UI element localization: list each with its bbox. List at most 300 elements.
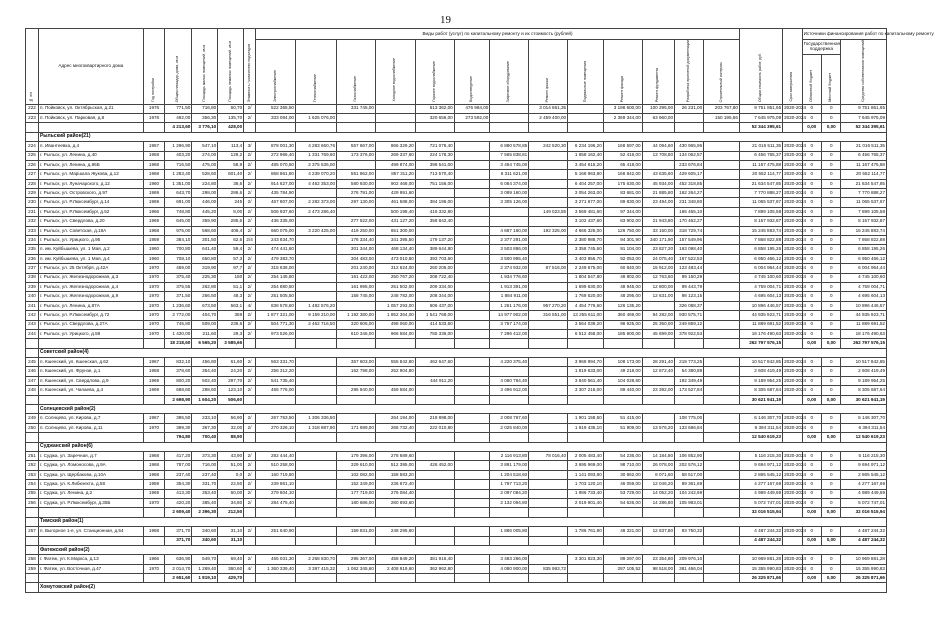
row-floors: 2/ <box>244 358 256 367</box>
row-period: 2020-2024 <box>783 301 802 310</box>
row-work-cost: 499 874,00 <box>375 160 415 169</box>
row-total-area: 832,10 <box>165 358 192 367</box>
total-local-budget: 0,00 <box>822 395 841 404</box>
row-spacer <box>143 433 165 442</box>
row-work-cost: 14 286,80 <box>642 498 674 507</box>
row-year: 1969 <box>143 386 165 395</box>
row-work-cost: 295 367,00 <box>337 555 376 564</box>
total-nonliving-area: 88,90 <box>218 433 244 442</box>
total-owner-funds: 32 016 515,94 <box>841 508 887 517</box>
total-area: 4 213,60 <box>165 123 192 132</box>
work-header: Газоснабжение <box>337 40 376 105</box>
row-regional-budget: 0 <box>802 386 821 395</box>
row-local-budget: 0 <box>822 423 841 432</box>
row-period: 2020-2024 <box>783 527 802 536</box>
row-spacer <box>568 123 604 132</box>
row-living-area: 224,80 <box>192 179 218 188</box>
row-work-cost: 3 271 677,00 <box>568 198 604 207</box>
row-regional-budget: 0 <box>802 104 821 113</box>
row-total-area: 413,30 <box>165 489 192 498</box>
row-work-cost: 224 178,30 <box>415 151 454 160</box>
row-work-cost: 1 541 768,00 <box>415 311 454 320</box>
row-work-cost <box>295 264 336 273</box>
row-work-cost: 89 361,69 <box>675 480 704 489</box>
row-nonliving-area: 113,4 <box>218 142 244 151</box>
row-period: 2020-2024 <box>783 414 802 423</box>
table-row <box>26 564 887 573</box>
row-work-cost: 248 295,60 <box>375 527 415 536</box>
row-work-cost: 610 346,00 <box>337 329 376 338</box>
row-work-cost: 1 625 076,00 <box>295 113 336 122</box>
row-work-cost: 222 010,80 <box>415 423 454 432</box>
row-work-cost: 551 862,00 <box>337 170 376 179</box>
row-living-area: 340,60 <box>192 527 218 536</box>
row-nonliving-area: 123,10 <box>218 386 244 395</box>
row-year: 1969 <box>143 489 165 498</box>
row-number: 227 <box>26 170 39 179</box>
row-nonliving-area: 59,4 <box>218 245 244 254</box>
row-address: г. Рыльск, ул. 25 Октября, д.42А <box>38 264 143 273</box>
row-work-cost: 2 282 373,00 <box>295 198 336 207</box>
row-work-cost <box>454 498 490 507</box>
row-work-cost: 4 454 776,60 <box>568 301 604 310</box>
row-work-cost: 48 802,00 <box>603 273 642 282</box>
row-year: 1957 <box>143 142 165 151</box>
row-spacer <box>490 574 529 583</box>
total-cost: 32 016 515,94 <box>739 508 782 517</box>
row-work-cost <box>642 376 674 385</box>
row-work-cost <box>704 376 740 385</box>
row-spacer <box>38 433 143 442</box>
row-address: п. Кшенский, ул. Фрунзе, д.1 <box>38 367 143 376</box>
row-nonliving-area: 129,2 <box>218 151 244 160</box>
row-regional-budget: 0 <box>802 189 821 198</box>
col-living-area: Площадь жилых помещений, кв.м <box>192 29 218 105</box>
row-work-cost <box>704 198 740 207</box>
row-spacer <box>295 536 336 545</box>
row-address: п. Кшенский, ул. Свердлова, д.9 <box>38 376 143 385</box>
total-area: 794,80 <box>165 433 192 442</box>
row-total-cost: 5 116 215,30 <box>739 452 782 461</box>
row-work-cost <box>295 527 336 536</box>
row-spacer <box>256 536 296 545</box>
row-number: 238 <box>26 273 39 282</box>
total-cost: 30 621 941,19 <box>739 395 782 404</box>
row-work-cost: 312 624,00 <box>375 264 415 273</box>
table-row <box>26 423 887 432</box>
row-work-cost: 902 468,00 <box>375 179 415 188</box>
row-work-cost <box>454 452 490 461</box>
row-work-cost: 1 852 364,00 <box>375 311 415 320</box>
row-work-cost <box>454 273 490 282</box>
row-total-cost: 7 770 888,27 <box>739 189 782 198</box>
row-work-cost <box>295 273 336 282</box>
row-work-cost <box>454 311 490 320</box>
row-work-cost: 419 250,00 <box>337 226 376 235</box>
row-local-budget: 0 <box>822 254 841 263</box>
row-year: 1958 <box>143 367 165 376</box>
row-period: 2020-2024 <box>783 170 802 179</box>
row-work-cost <box>454 555 490 564</box>
row-total-cost: 4 759 004,71 <box>739 282 782 291</box>
row-floors: 2/ <box>244 329 256 338</box>
row-work-cost <box>704 264 740 273</box>
row-work-cost: 384 196,00 <box>415 198 454 207</box>
table-row <box>26 226 887 235</box>
row-work-cost <box>704 160 740 169</box>
row-work-cost <box>454 320 490 329</box>
row-work-cost: 179 396,00 <box>337 452 376 461</box>
row-nonliving-area: 60,00 <box>218 489 244 498</box>
row-spacer <box>568 536 604 545</box>
row-work-cost: 1 482 576,20 <box>295 301 336 310</box>
row-period: 2020-2024 <box>783 273 802 282</box>
row-local-budget: 0 <box>822 160 841 169</box>
row-spacer <box>675 123 704 132</box>
row-floors: 4/ <box>244 301 256 310</box>
row-work-cost: 4 666 325,00 <box>568 226 604 235</box>
row-work-cost: 99 150,29 <box>675 273 704 282</box>
row-spacer <box>603 536 642 545</box>
row-regional-budget: 0 <box>802 358 821 367</box>
row-work-cost: 89 440,00 <box>603 386 642 395</box>
row-work-cost <box>490 104 529 113</box>
row-work-cost: 468 134,40 <box>375 245 415 254</box>
total-cost: 52 344 395,61 <box>739 123 782 132</box>
row-work-cost: 580 930,00 <box>337 179 376 188</box>
row-work-cost: 23 354,80 <box>642 555 674 564</box>
row-spacer <box>256 508 296 517</box>
total-living-area: 700,40 <box>192 433 218 442</box>
row-work-cost <box>529 282 568 291</box>
row-work-cost: 3 891 179,00 <box>490 461 529 470</box>
row-number: 258 <box>26 555 39 564</box>
region-header-row <box>26 442 887 451</box>
row-work-cost <box>704 236 740 245</box>
row-work-cost: 108 173,00 <box>603 358 642 367</box>
row-spacer <box>375 433 415 442</box>
row-period: 2020-2024 <box>783 151 802 160</box>
row-spacer <box>295 123 336 132</box>
row-work-cost <box>529 367 568 376</box>
row-spacer <box>244 433 256 442</box>
row-spacer <box>568 574 604 583</box>
row-total-area: 745,80 <box>165 320 192 329</box>
row-work-cost: 358 842,40 <box>415 217 454 226</box>
row-year: 1970 <box>143 564 165 573</box>
row-regional-budget: 0 <box>802 198 821 207</box>
row-work-cost: 398 541,00 <box>415 160 454 169</box>
total-living-area: 3 776,10 <box>192 123 218 132</box>
row-work-cost <box>490 207 529 216</box>
row-work-cost: 233 676,84 <box>675 160 704 169</box>
row-total-area: 708,10 <box>165 254 192 263</box>
row-year: 1959 <box>143 480 165 489</box>
row-work-cost <box>454 301 490 310</box>
row-work-cost: 14 977 902,00 <box>490 311 529 320</box>
page-number: 19 <box>440 14 451 26</box>
row-work-cost <box>295 461 336 470</box>
row-period: 2020-2024 <box>783 555 802 564</box>
row-total-cost: 21 634 547,85 <box>739 179 782 188</box>
row-spacer <box>490 508 529 517</box>
row-total-cost: 8 305 687,64 <box>739 386 782 395</box>
row-regional-budget: 0 <box>802 367 821 376</box>
row-work-cost <box>704 151 740 160</box>
row-address: п. Пойковск, ул. Октябрьская, д.21 <box>38 104 143 113</box>
row-address: г. Рыльск, ул. Р.Люксембург, д.52 <box>38 207 143 216</box>
row-spacer <box>26 574 39 583</box>
row-work-cost <box>704 414 740 423</box>
row-work-cost: 231 348,80 <box>675 198 704 207</box>
row-work-cost <box>529 245 568 254</box>
row-work-cost: 33 150,00 <box>642 226 674 235</box>
row-year: 1960 <box>143 245 165 254</box>
total-regional-budget: 0,00 <box>802 508 821 517</box>
row-work-cost: 45 699,00 <box>642 329 674 338</box>
row-work-cost <box>454 160 490 169</box>
row-spacer <box>26 339 39 348</box>
row-work-cost <box>529 414 568 423</box>
row-number: 237 <box>26 264 39 273</box>
row-spacer <box>38 574 143 583</box>
row-local-budget: 0 <box>822 217 841 226</box>
table-row <box>26 292 887 301</box>
row-total-cost: 10 896 446,57 <box>739 301 782 310</box>
row-spacer <box>337 433 376 442</box>
row-work-cost: 378 922,53 <box>675 329 704 338</box>
row-work-cost: 6 234 196,20 <box>568 142 604 151</box>
row-spacer <box>26 517 39 526</box>
row-period: 2020-2024 <box>783 226 802 235</box>
row-work-cost: 250 767,20 <box>375 273 415 282</box>
row-work-cost: 506 937,60 <box>256 207 296 216</box>
row-work-cost: 83 902,00 <box>603 217 642 226</box>
row-floors: 2/ <box>244 189 256 198</box>
row-work-cost: 1 057 293,00 <box>375 301 415 310</box>
row-spacer <box>704 339 740 348</box>
row-work-cost: 192 349,49 <box>675 376 704 385</box>
row-work-cost: 295 840,00 <box>337 386 376 395</box>
row-spacer <box>675 395 704 404</box>
row-owner-funds: 20 552 114,77 <box>841 170 887 179</box>
row-regional-budget: 0 <box>802 179 821 188</box>
row-floors: 2/ <box>244 170 256 179</box>
row-spacer <box>295 433 336 442</box>
row-address: г. Рыльск, ул. Железнодорожная, д.3 <box>38 273 143 282</box>
row-owner-funds: 6 456 765,37 <box>841 151 887 160</box>
row-work-cost: 102 082,00 <box>337 470 376 479</box>
row-spacer <box>529 123 568 132</box>
region-total-row <box>26 339 887 348</box>
row-work-cost: 272 966,40 <box>256 151 296 160</box>
row-work-cost: 65 418,00 <box>603 160 642 169</box>
row-work-cost: 513 362,00 <box>415 104 454 113</box>
row-spacer <box>415 508 454 517</box>
region-total-row <box>26 574 887 583</box>
row-work-cost: 123 483,44 <box>675 264 704 273</box>
row-spacer <box>783 395 802 404</box>
row-work-cost: 1 986 733,40 <box>568 489 604 498</box>
row-nonliving-area: 601,40 <box>218 170 244 179</box>
row-number: 228 <box>26 179 39 188</box>
row-work-cost <box>704 386 740 395</box>
row-work-cost: 9 159 210,00 <box>295 311 336 320</box>
row-work-cost: 54 626,00 <box>603 498 642 507</box>
row-work-cost <box>704 564 740 573</box>
row-regional-budget: 0 <box>802 170 821 179</box>
row-work-cost <box>529 198 568 207</box>
row-year: 1970 <box>143 264 165 273</box>
row-owner-funds: 5 072 747,01 <box>841 498 887 507</box>
row-period: 2020-2024 <box>783 489 802 498</box>
row-living-area: 385,40 <box>192 498 218 507</box>
row-work-cost: 276 791,00 <box>337 189 376 198</box>
row-work-cost <box>454 236 490 245</box>
row-living-area: 288,60 <box>192 386 218 395</box>
row-year: 1970 <box>143 329 165 338</box>
row-work-cost: 260 206,00 <box>415 264 454 273</box>
row-work-cost <box>529 489 568 498</box>
row-address: г. Суджа, ул. Р.Люксембург, д.35Б <box>38 498 143 507</box>
row-work-cost: 166 842,00 <box>603 170 642 179</box>
row-work-cost: 157 549,96 <box>675 236 704 245</box>
row-work-cost: 2 019 901,40 <box>568 498 604 507</box>
row-spacer <box>415 574 454 583</box>
row-work-cost <box>704 452 740 461</box>
row-period: 2020-2024 <box>783 142 802 151</box>
total-local-budget: 0,00 <box>822 339 841 348</box>
region-total-row <box>26 123 887 132</box>
row-work-cost <box>454 170 490 179</box>
row-work-cost: 177 719,00 <box>337 489 376 498</box>
row-work-cost <box>568 104 604 113</box>
row-spacer <box>568 433 604 442</box>
row-work-cost: 239 861,10 <box>256 480 296 489</box>
row-living-area: 568,60 <box>192 226 218 235</box>
row-number: 250 <box>26 423 39 432</box>
row-total-cost: 4 745 100,60 <box>739 273 782 282</box>
row-work-cost: 555 842,80 <box>375 358 415 367</box>
row-period: 2020-2024 <box>783 113 802 122</box>
row-work-cost: 2 459 400,00 <box>529 113 568 122</box>
row-work-cost: 267 753,50 <box>256 414 296 423</box>
row-work-cost <box>295 367 336 376</box>
row-total-cost: 8 157 932,87 <box>739 217 782 226</box>
row-work-cost: 966 584,00 <box>375 329 415 338</box>
row-work-cost: 3 483 266,00 <box>490 555 529 564</box>
row-work-cost <box>454 461 490 470</box>
total-owner-funds: 4 487 244,32 <box>841 536 887 545</box>
row-work-cost: 54 380,89 <box>675 367 704 376</box>
row-work-cost: 4 462 353,00 <box>295 179 336 188</box>
row-number: 246 <box>26 367 39 376</box>
table-row <box>26 254 887 263</box>
row-owner-funds: 6 858 195,26 <box>841 245 887 254</box>
row-spacer <box>26 123 39 132</box>
region-label: Советский район(4) <box>38 348 886 357</box>
row-total-cost: 21 016 511,35 <box>739 142 782 151</box>
row-owner-funds: 8 157 932,87 <box>841 217 887 226</box>
row-work-cost: 1 804 547,80 <box>568 273 604 282</box>
row-regional-budget: 0 <box>802 160 821 169</box>
row-living-area: 367,30 <box>192 423 218 432</box>
row-address: г. Суджа, ул. Ломоносова, д.9А <box>38 461 143 470</box>
row-work-cost: 3 757 174,00 <box>490 320 529 329</box>
row-work-cost <box>295 376 336 385</box>
row-work-cost: 133 686,84 <box>675 423 704 432</box>
row-period: 2020-2024 <box>783 245 802 254</box>
row-owner-funds: 4 745 100,60 <box>841 273 887 282</box>
row-address: г. Суджа, ул. Щербакова, д.10А <box>38 470 143 479</box>
row-floors: 2/ <box>244 151 256 160</box>
row-nonliving-area: 29,3 <box>218 329 244 338</box>
row-spacer <box>529 508 568 517</box>
row-work-cost: 444 911,20 <box>415 376 454 385</box>
row-number: 255 <box>26 489 39 498</box>
row-work-cost: 167 522,53 <box>675 254 704 263</box>
row-spacer <box>143 339 165 348</box>
row-work-cost <box>454 527 490 536</box>
row-total-cost: 6 456 765,37 <box>739 151 782 160</box>
row-floors: 2/ <box>244 113 256 122</box>
row-work-cost: 751 156,00 <box>415 179 454 188</box>
row-period: 2020-2024 <box>783 386 802 395</box>
row-work-cost: 94 282,00 <box>642 311 674 320</box>
row-work-cost: 165 465,10 <box>675 207 704 216</box>
work-header: Строительный контроль <box>704 40 740 105</box>
table-row <box>26 461 887 470</box>
row-owner-funds: 6 004 964,44 <box>841 264 887 273</box>
row-work-cost: 100 295,00 <box>642 104 674 113</box>
row-spacer <box>415 123 454 132</box>
row-work-cost: 3 564 039,20 <box>568 320 604 329</box>
row-nonliving-area: 0,0 <box>218 470 244 479</box>
row-work-cost <box>704 189 740 198</box>
row-local-budget: 0 <box>822 414 841 423</box>
row-spacer <box>568 508 604 517</box>
row-regional-budget: 0 <box>802 217 821 226</box>
row-local-budget: 0 <box>822 527 841 536</box>
row-period: 2020-2024 <box>783 292 802 301</box>
row-work-cost: 202 576,12 <box>675 461 704 470</box>
row-number: 248 <box>26 386 39 395</box>
row-regional-budget: 0 <box>802 142 821 151</box>
row-work-cost <box>529 527 568 536</box>
row-work-cost: 2 377 291,00 <box>490 236 529 245</box>
row-work-cost: 2 375 535,00 <box>295 160 336 169</box>
row-work-cost <box>529 236 568 245</box>
row-work-cost: 8 071,60 <box>642 470 674 479</box>
row-local-budget: 0 <box>822 320 841 329</box>
row-living-area: 446,00 <box>192 198 218 207</box>
row-work-cost <box>454 245 490 254</box>
row-living-area: 211,60 <box>192 329 218 338</box>
row-living-area: 673,50 <box>192 301 218 310</box>
total-living-area: 6 565,20 <box>192 339 218 348</box>
row-local-budget: 0 <box>822 189 841 198</box>
total-regional-budget: 0,00 <box>802 536 821 545</box>
row-work-cost: 357 603,00 <box>337 358 376 367</box>
row-local-budget: 0 <box>822 367 841 376</box>
row-work-cost <box>415 386 454 395</box>
source-header: Средства собственников помещений <box>841 40 887 105</box>
row-total-cost: 4 487 244,32 <box>739 527 782 536</box>
source-header: Местный бюджет <box>822 54 841 104</box>
source-header: Областной бюджет <box>802 54 821 104</box>
table-row <box>26 489 887 498</box>
row-year: 1976 <box>143 113 165 122</box>
